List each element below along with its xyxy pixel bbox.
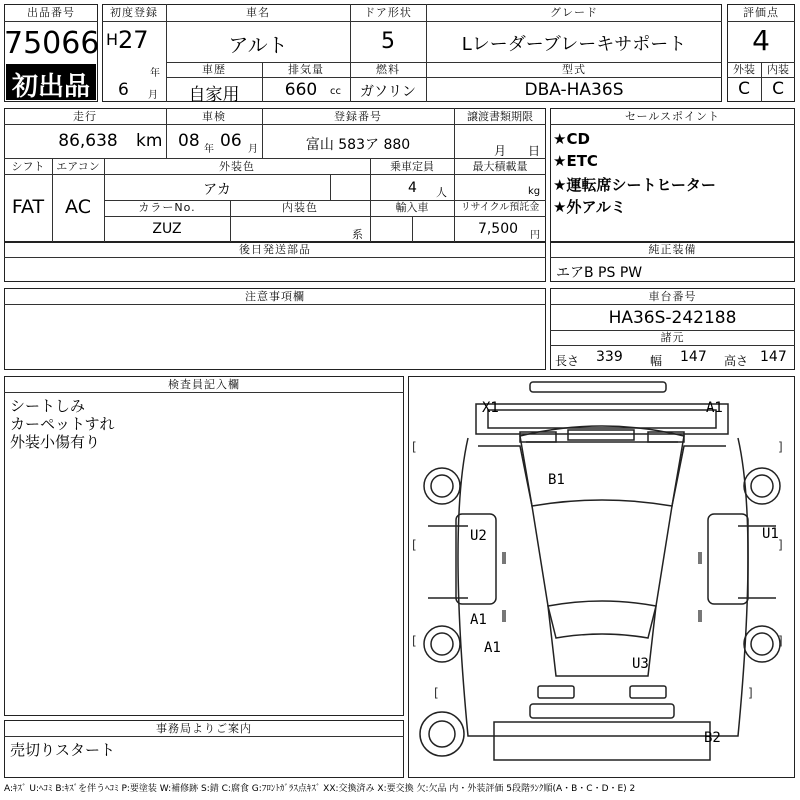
inspection-year-unit: 年 [204, 144, 214, 155]
history-label: 車歴 [202, 63, 226, 76]
width-value: 147 [680, 349, 707, 365]
door-label: ドア形状 [364, 6, 412, 19]
length-label: 長さ [555, 354, 580, 368]
grade-value: Lレーダーブレーキサポート [461, 34, 687, 55]
inspector-label: 検査員記入欄 [168, 378, 240, 391]
rear-bracket-left: [ [412, 634, 417, 648]
sales-point: ★ETC [553, 152, 598, 170]
chassis-label: 車台番号 [648, 290, 697, 303]
damage-code: U2 [470, 528, 487, 544]
rear-bracket-right: ] [778, 634, 783, 648]
height-value: 147 [760, 349, 787, 365]
lot-label: 出品番号 [27, 6, 75, 19]
grade-label: グレード [550, 6, 598, 19]
mileage-unit: km [136, 131, 163, 151]
recycle-value: 7,500 [477, 221, 519, 237]
bottom-bracket-left: [ [434, 686, 439, 700]
damage-code: A1 [470, 612, 487, 628]
damage-code: X1 [482, 400, 499, 416]
width-label: 幅 [650, 354, 663, 368]
color-code-value: ZUZ [152, 221, 182, 237]
car-name-label: 車名 [246, 6, 270, 19]
office-value: 売切りスタート [10, 741, 116, 759]
reg-month: 6 [118, 80, 129, 100]
shift-value: FAT [11, 196, 45, 218]
first-listing-text: 初出品 [11, 72, 90, 102]
height-label: 高さ [724, 354, 749, 368]
side-bracket-right: ] [778, 538, 783, 552]
sales-point: ★運転席シートヒーター [553, 176, 716, 194]
transfer-month: 月 [494, 144, 507, 158]
bottom-bracket-right: ] [748, 686, 753, 700]
reg-era: H [106, 30, 119, 49]
inspection-year: 08 [178, 131, 200, 151]
damage-code: A1 [706, 400, 723, 416]
notes-label: 注意事項欄 [245, 290, 305, 303]
inspector-line: シートしみ [10, 397, 86, 415]
interior-color-unit: 系 [352, 228, 363, 241]
door-value: 5 [381, 29, 395, 54]
recycle-label: リサイクル預託金 [460, 202, 540, 213]
ac-label: エアコン [56, 160, 100, 173]
int-rating: C [772, 79, 784, 99]
reg-month-unit: 月 [148, 90, 158, 101]
reg-label: 初度登録 [110, 6, 158, 19]
side-bracket-left: [ [412, 538, 417, 552]
sales-label: セールスポイント [624, 110, 720, 123]
load-label: 最大積載量 [472, 160, 528, 173]
inspector-line: 外装小傷有り [10, 433, 101, 451]
ac-value: AC [65, 196, 91, 218]
color-code-label: カラーNo. [138, 201, 196, 214]
reg-year-unit: 年 [150, 68, 160, 79]
interior-color-label: 内装色 [282, 201, 318, 214]
mileage-label: 走行 [73, 110, 97, 123]
rating-value: 4 [752, 24, 770, 57]
color-label: 外装色 [219, 160, 255, 173]
dims-label: 諸元 [660, 331, 685, 344]
damage-code: B1 [548, 472, 565, 488]
mileage-value: 86,638 [58, 131, 118, 151]
displacement-value: 660 [284, 80, 318, 100]
transfer-day: 日 [528, 144, 541, 158]
history-value: 自家用 [188, 85, 240, 105]
office-label: 事務局よりご案内 [156, 722, 252, 735]
mirror-bracket-right: ] [778, 440, 783, 454]
load-unit: kg [528, 186, 541, 197]
damage-code: U3 [632, 656, 649, 672]
equipment-label: 純正装備 [648, 243, 697, 256]
sales-point: ★外アルミ [553, 198, 626, 216]
ext-rating: C [738, 79, 750, 99]
ext-rating-label: 外装 [733, 63, 755, 76]
inspection-month: 06 [220, 131, 242, 151]
vehicle-detail-table [4, 108, 546, 242]
rating-label: 評価点 [743, 6, 779, 19]
plate-label: 登録番号 [334, 110, 382, 123]
length-value: 339 [596, 349, 623, 365]
damage-code: U1 [762, 526, 779, 542]
sales-point: ★CD [553, 130, 590, 148]
damage-code: B2 [704, 730, 721, 746]
fuel-label: 燃料 [376, 63, 400, 76]
capacity-value: 4 [408, 180, 417, 196]
transfer-label: 譲渡書類期限 [467, 110, 533, 123]
car-diagram [408, 376, 795, 778]
plate-value: 富山 583ア 880 [305, 137, 411, 153]
shift-label: シフト [11, 160, 45, 173]
mirror-bracket-left: [ [412, 440, 417, 454]
model-value: DBA-HA36S [524, 80, 624, 100]
fuel-value: ガソリン [360, 84, 416, 100]
reg-year: 27 [118, 26, 149, 54]
color-value: アカ [203, 182, 231, 198]
inspection-label: 車検 [202, 110, 226, 123]
inspection-month-unit: 月 [248, 144, 258, 155]
lot-number: 75066 [4, 26, 100, 61]
chassis-value: HA36S-242188 [608, 308, 737, 328]
capacity-label: 乗車定員 [390, 160, 434, 173]
displacement-label: 排気量 [288, 63, 324, 76]
car-name: アルト [228, 33, 288, 57]
displacement-unit: cc [330, 86, 341, 97]
recycle-unit: 円 [530, 230, 540, 241]
legend-text: A:ｷｽﾞ U:ﾍｺﾐ B:ｷｽﾞを伴うﾍｺﾐ P:要塗装 W:補修跡 S:錆 C:腐食 G:ﾌﾛﾝﾄｶﾞﾗｽ点ｷｽﾞ XX:交換済み X:要交換 欠:欠品 内・外装評価 5段階ﾗﾝｸ順(A・B・C・D・E) 2 [4, 784, 636, 794]
later-parts-label: 後日発送部品 [239, 243, 311, 256]
equipment-value: エアB PS PW [556, 265, 643, 281]
capacity-unit: 人 [436, 186, 447, 199]
int-rating-label: 内装 [767, 63, 789, 76]
import-label: 輸入車 [395, 201, 429, 214]
model-label: 型式 [562, 63, 586, 76]
inspector-line: カーペットすれ [10, 415, 115, 433]
damage-code: A1 [484, 640, 501, 656]
